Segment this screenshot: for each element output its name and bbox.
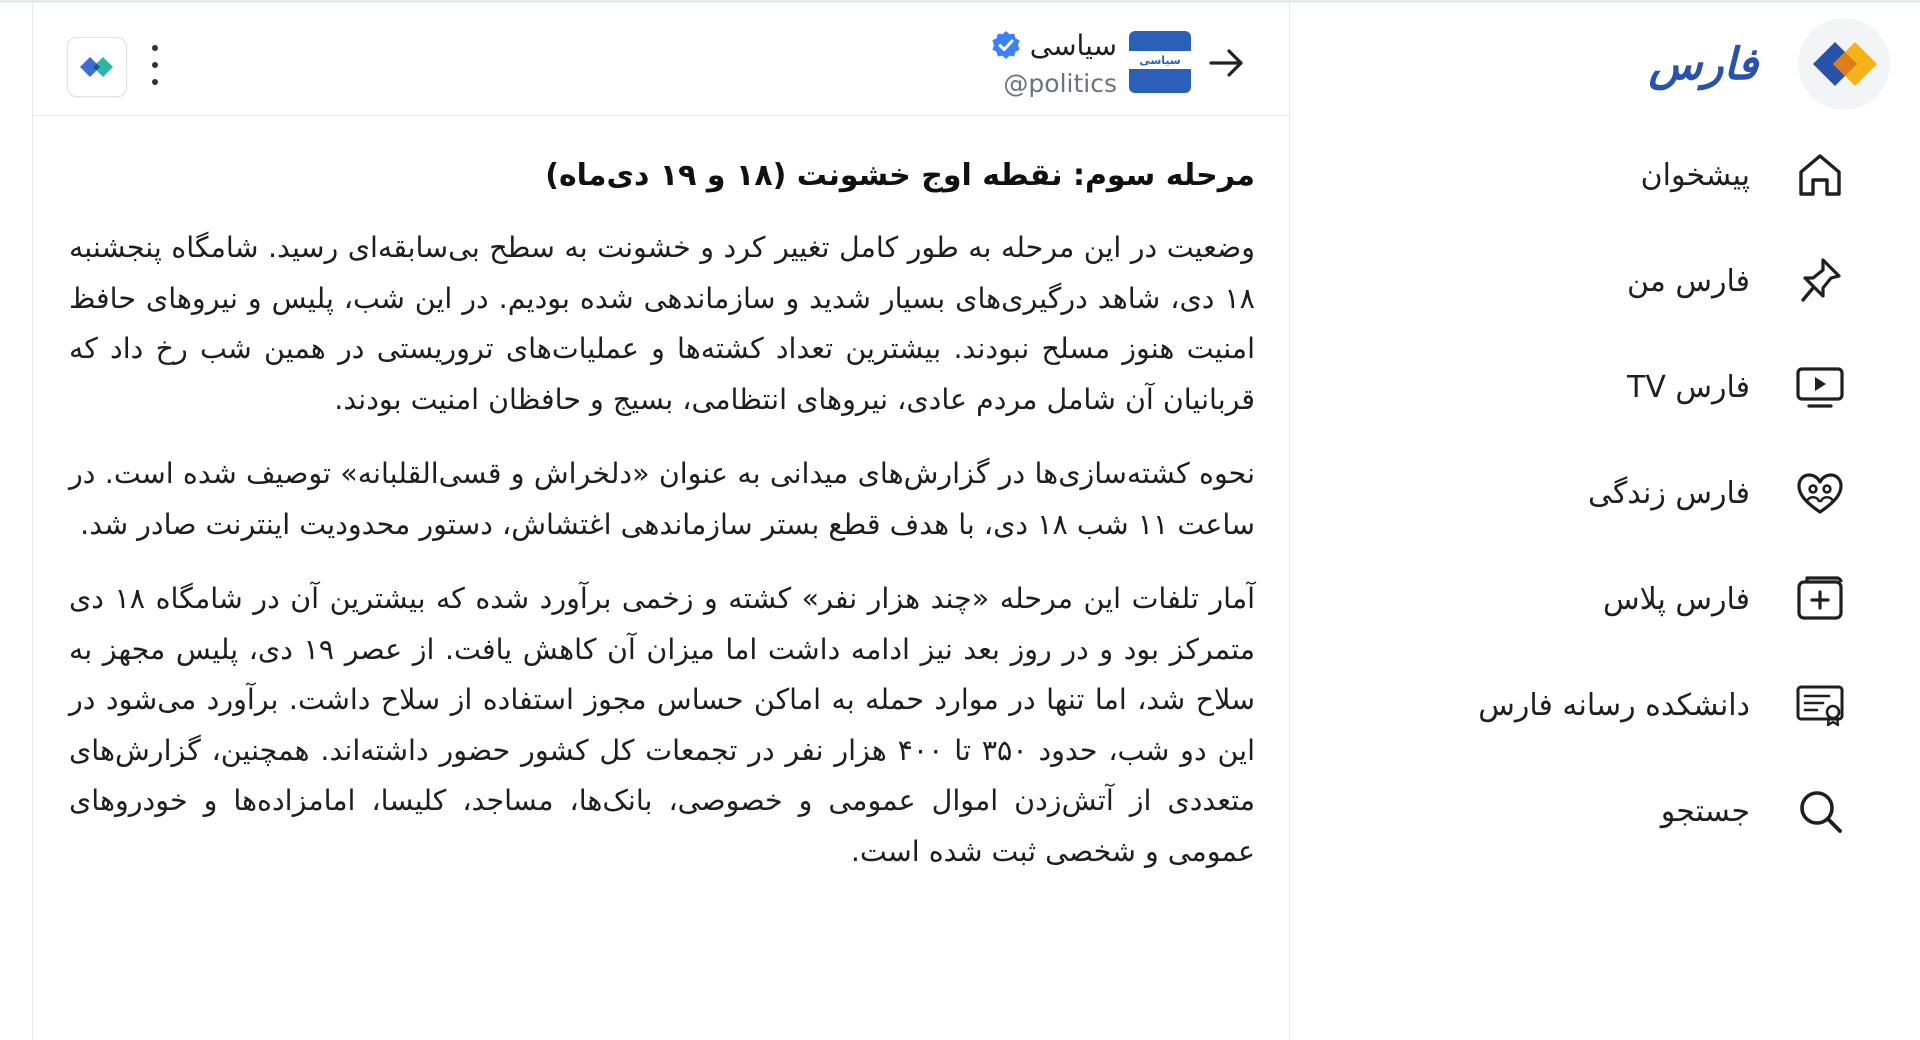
sidebar-item-fars-tv[interactable] (1290, 334, 1850, 440)
brand-logo (1798, 18, 1890, 110)
sidebar-item-label: دانشکده رسانه فارس (1478, 687, 1750, 723)
plus-window-icon (1790, 569, 1850, 629)
sidebar-item-label: جستجو (1660, 793, 1750, 829)
article-title: مرحله سوم: نقطه اوج خشونت (۱۸ و ۱۹ دی‌ماه) (545, 158, 1255, 193)
post-header (33, 3, 1289, 116)
sidebar-item-dashboard[interactable] (1290, 122, 1850, 228)
sidebar-item-fars-academy[interactable] (1290, 652, 1850, 758)
home-icon (1790, 145, 1850, 205)
tv-play-icon (1790, 357, 1850, 417)
more-dot-icon (152, 45, 158, 51)
sidebar-item-label: فارس زندگی (1588, 475, 1750, 511)
verified-badge-icon (990, 29, 1022, 61)
sidebar-item-label: فارس پلاس (1603, 581, 1750, 617)
channel-avatar[interactable] (1129, 31, 1191, 93)
channel-avatar-label: سیاسی (1129, 51, 1191, 69)
sidebar-item-search[interactable] (1290, 758, 1850, 864)
brand-diamond-icon (1809, 34, 1879, 94)
more-dot-icon (152, 79, 158, 85)
search-icon (1790, 781, 1850, 841)
sidebar-nav (1290, 122, 1850, 864)
sidebar-item-label: فارس من (1626, 263, 1750, 299)
article-paragraph: آمار تلفات این مرحله «چند هزار نفر» کشته و زخمی برآورد شده که بیشترین آن در شامگاه ۱۸ دی متمرکز بود و در روز بعد نیز ادامه داشت اما میزان آن کاهش یافت. از عصر ۱۹ دی، پلیس مجهز به سلاح شد، اما تنها در موارد حمله به اماکن حساس مجوز استفاده از سلاح داشت. برآورد می‌شود در این دو شب، حدود ۳۵۰ تا ۴۰۰ هزار نفر در تجمعات کل کشور حضور داشته‌اند. همچنین، گزارش‌های متعددی از آتش‌زدن اموال عمومی و خصوصی، بانک‌ها، مساجد، کلیسا، امامزاده‌ها و خودروهای عمومی و شخصی ثبت شده است. (69, 582, 1255, 868)
app-shortcut-button[interactable] (67, 37, 127, 97)
article-body (69, 151, 1255, 901)
heart-people-icon (1790, 463, 1850, 523)
certificate-icon (1790, 675, 1850, 735)
app-logo-icon (77, 52, 117, 82)
sidebar-item-fars-plus[interactable] (1290, 546, 1850, 652)
sidebar-item-label: فارس TV (1627, 369, 1750, 405)
brand[interactable] (1640, 24, 1890, 104)
channel-name-row (913, 25, 1117, 65)
pin-icon (1790, 251, 1850, 311)
sidebar-item-label: پیشخوان (1640, 157, 1750, 193)
brand-wordmark: فارس (1648, 38, 1758, 90)
arrow-right-icon (1207, 47, 1247, 79)
more-options-button[interactable] (143, 45, 167, 85)
back-button[interactable] (1205, 41, 1249, 85)
sidebar-item-my-fars[interactable] (1290, 228, 1850, 334)
more-dot-icon (152, 62, 158, 68)
channel-name[interactable]: سیاسی (1029, 28, 1117, 62)
post-column (32, 3, 1290, 1040)
channel-handle[interactable]: @politics (1003, 69, 1117, 98)
sidebar (1290, 0, 1920, 1040)
article-paragraph: وضعیت در این مرحله به طور کامل تغییر کرد و خشونت به سطح بی‌سابقه‌ای رسید. شامگاه پنجشنبه ۱۸ دی، شاهد درگیری‌های بسیار شدید و سازماندهی شده بودیم. در این شب، پلیس و نیروهای حافظ امنیت هنوز مسلح نبودند. بیشترین تعداد کشته‌ها و عملیات‌های تروریستی در همین شب رخ داد که قربانیان آن شامل مردم عادی، نیروهای انتظامی، بسیج و حافظان امنیت بودند. (69, 231, 1255, 416)
article-paragraph: نحوه کشته‌سازی‌ها در گزارش‌های میدانی به عنوان «دلخراش و قسی‌القلبانه» توصیف شده است. در ساعت ۱۱ شب ۱۸ دی، با هدف قطع بستر سازماندهی اغتشاش، دستور محدودیت اینترنت صادر شد. (69, 457, 1255, 541)
sidebar-item-fars-life[interactable] (1290, 440, 1850, 546)
